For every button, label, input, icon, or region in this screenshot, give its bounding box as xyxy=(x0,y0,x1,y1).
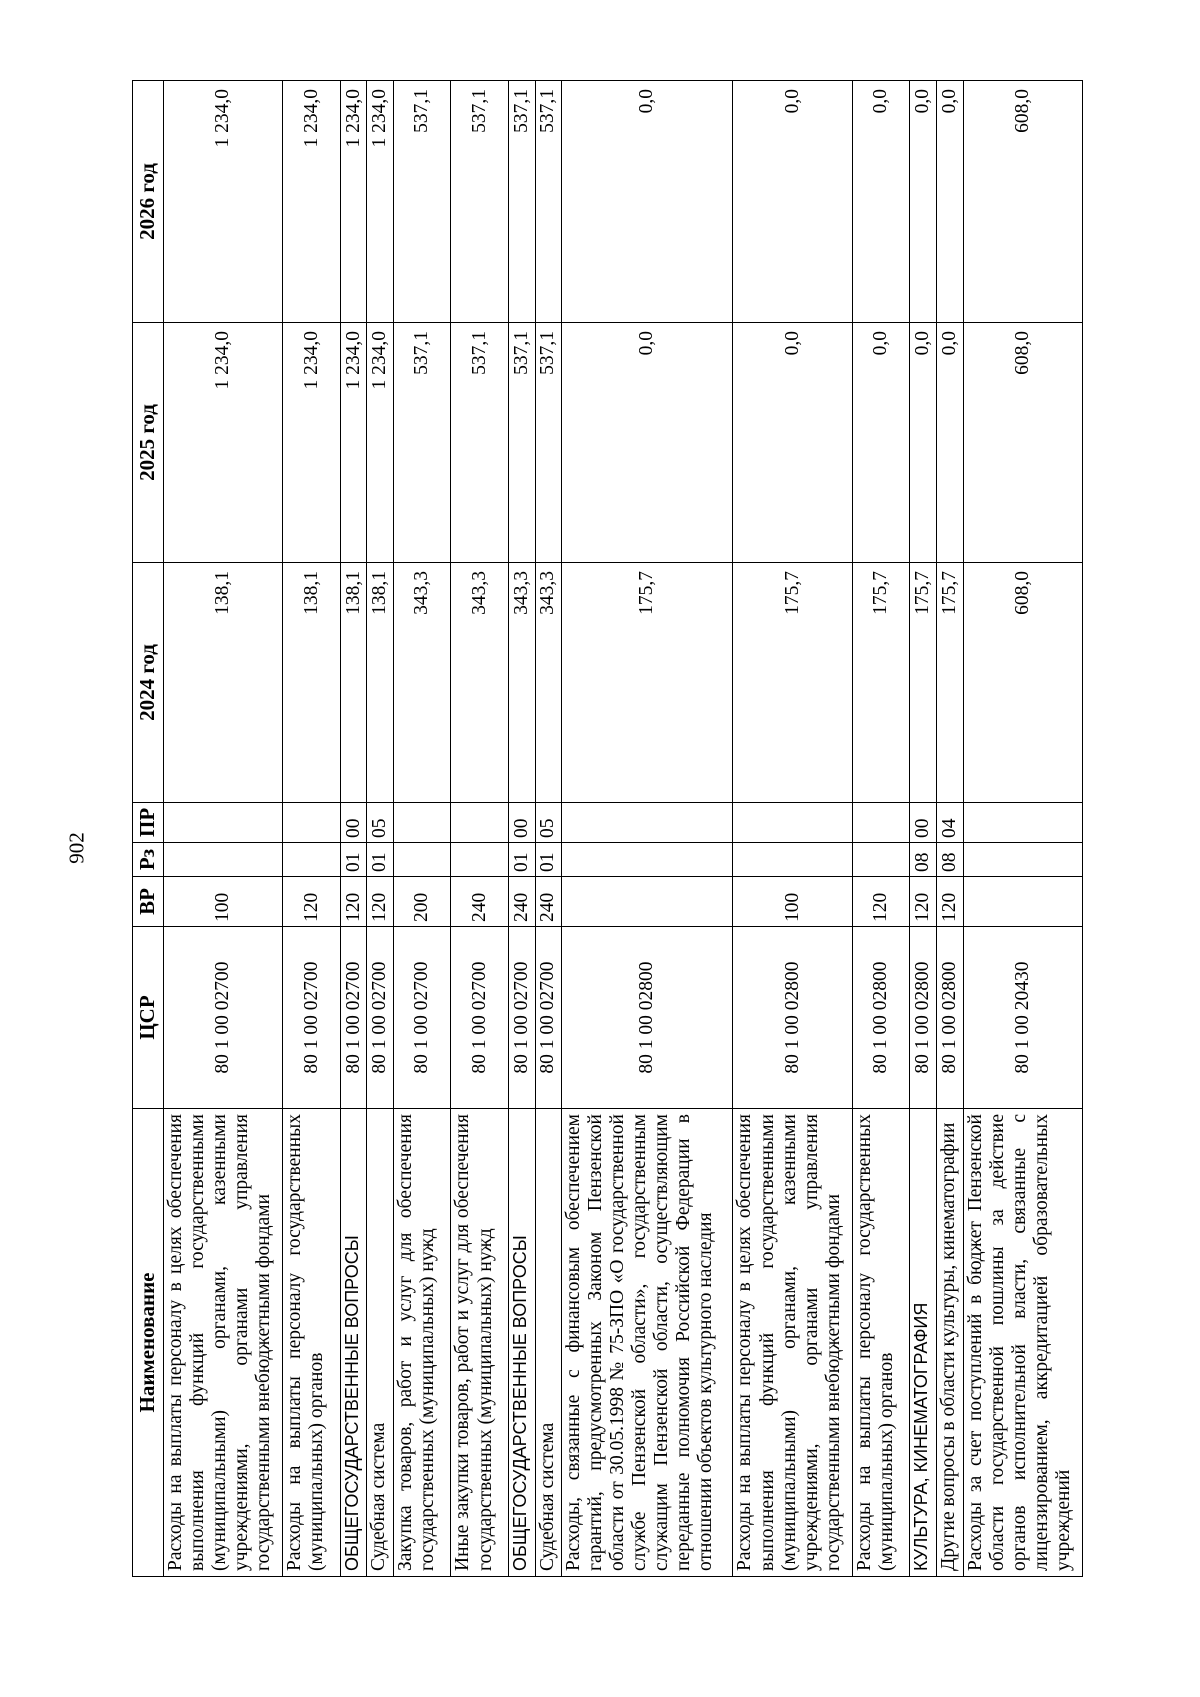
row-csr: 80 1 00 02700 xyxy=(394,927,451,1109)
row-2024: 608,0 xyxy=(963,563,1083,803)
table-row xyxy=(936,81,963,1577)
row-2024: 175,7 xyxy=(852,563,909,803)
row-vr: 200 xyxy=(394,877,451,927)
row-name: Расходы, связанные с финансовым обеспечением гарантий, предусмотренных Законом Пензенской области от 30.05.1998 № 75-ЗПО «О государственной службе Пензенской области», государственным служащим Пензенской области, осуществляющим переданные полномочия Российской Федерации в отношении объектов культурного наследия xyxy=(562,1109,733,1577)
row-2024: 138,1 xyxy=(164,563,283,803)
row-2026: 1 234,0 xyxy=(283,81,340,323)
row-rz xyxy=(852,843,909,877)
header-row xyxy=(133,81,164,1577)
row-2024: 343,3 xyxy=(535,563,562,803)
row-2024: 175,7 xyxy=(562,563,733,803)
row-pr xyxy=(733,803,852,843)
page-number: 902 xyxy=(64,832,89,864)
row-2025: 1 234,0 xyxy=(283,323,340,563)
row-2024: 138,1 xyxy=(340,563,367,803)
row-name: Расходы на выплаты персоналу государственных (муниципальных) органов xyxy=(852,1109,909,1577)
row-rz xyxy=(164,843,283,877)
row-2025: 537,1 xyxy=(535,323,562,563)
row-rz xyxy=(963,843,1083,877)
row-2025: 1 234,0 xyxy=(164,323,283,563)
row-pr: 00 xyxy=(910,803,937,843)
row-vr: 120 xyxy=(340,877,367,927)
table-row xyxy=(451,81,508,1577)
row-pr xyxy=(451,803,508,843)
row-rz: 08 xyxy=(936,843,963,877)
row-2026: 1 234,0 xyxy=(340,81,367,323)
row-vr xyxy=(562,877,733,927)
row-name: Расходы на выплаты персоналу в целях обеспечения выполнения функций государственными (муниципальными) органами, казенными учреждениями, органами управления государственными внебюджетными фондами xyxy=(164,1109,283,1577)
row-2025: 0,0 xyxy=(910,323,937,563)
rotated-table-container xyxy=(132,81,1083,1577)
row-2026: 608,0 xyxy=(963,81,1083,323)
row-name: Другие вопросы в области культуры, кинематографии xyxy=(936,1109,963,1577)
row-rz: 08 xyxy=(910,843,937,877)
row-2025: 537,1 xyxy=(394,323,451,563)
row-rz: 01 xyxy=(367,843,394,877)
row-name: ОБЩЕГОСУДАРСТВЕННЫЕ ВОПРОСЫ xyxy=(508,1109,535,1577)
header-rz: Рз xyxy=(133,843,164,877)
row-pr: 00 xyxy=(340,803,367,843)
row-csr: 80 1 00 02800 xyxy=(733,927,852,1109)
table-row xyxy=(164,81,283,1577)
row-rz xyxy=(733,843,852,877)
row-name: Судебная система xyxy=(367,1109,394,1577)
header-vr: ВР xyxy=(133,877,164,927)
row-2026: 537,1 xyxy=(508,81,535,323)
row-2025: 537,1 xyxy=(451,323,508,563)
row-2024: 138,1 xyxy=(367,563,394,803)
table-row xyxy=(733,81,852,1577)
row-2024: 343,3 xyxy=(394,563,451,803)
row-vr: 100 xyxy=(164,877,283,927)
row-2026: 0,0 xyxy=(910,81,937,323)
row-pr xyxy=(562,803,733,843)
header-csr: ЦСР xyxy=(133,927,164,1109)
row-2025: 0,0 xyxy=(936,323,963,563)
row-2026: 537,1 xyxy=(394,81,451,323)
row-2024: 138,1 xyxy=(283,563,340,803)
row-csr: 80 1 00 02800 xyxy=(852,927,909,1109)
row-pr: 00 xyxy=(508,803,535,843)
table-row xyxy=(283,81,340,1577)
row-vr: 240 xyxy=(451,877,508,927)
row-rz xyxy=(283,843,340,877)
row-2025: 0,0 xyxy=(852,323,909,563)
row-2025: 537,1 xyxy=(508,323,535,563)
row-2026: 1 234,0 xyxy=(367,81,394,323)
row-vr: 120 xyxy=(852,877,909,927)
table-row xyxy=(852,81,909,1577)
table-row xyxy=(508,81,535,1577)
row-csr: 80 1 00 02700 xyxy=(340,927,367,1109)
row-rz xyxy=(451,843,508,877)
row-pr: 05 xyxy=(535,803,562,843)
row-name: КУЛЬТУРА, КИНЕМАТОГРАФИЯ xyxy=(910,1109,937,1577)
row-pr xyxy=(164,803,283,843)
row-vr: 120 xyxy=(367,877,394,927)
header-2024: 2024 год xyxy=(133,563,164,803)
header-2025: 2025 год xyxy=(133,323,164,563)
table-row xyxy=(394,81,451,1577)
row-name: ОБЩЕГОСУДАРСТВЕННЫЕ ВОПРОСЫ xyxy=(340,1109,367,1577)
row-2024: 343,3 xyxy=(508,563,535,803)
row-rz xyxy=(562,843,733,877)
header-pr: ПР xyxy=(133,803,164,843)
table-row xyxy=(910,81,937,1577)
row-pr xyxy=(963,803,1083,843)
row-csr: 80 1 00 20430 xyxy=(963,927,1083,1109)
row-vr: 240 xyxy=(535,877,562,927)
table-row xyxy=(340,81,367,1577)
row-pr: 04 xyxy=(936,803,963,843)
row-2025: 1 234,0 xyxy=(367,323,394,563)
row-csr: 80 1 00 02700 xyxy=(535,927,562,1109)
row-csr: 80 1 00 02700 xyxy=(164,927,283,1109)
row-csr: 80 1 00 02800 xyxy=(910,927,937,1109)
row-csr: 80 1 00 02800 xyxy=(562,927,733,1109)
row-rz: 01 xyxy=(508,843,535,877)
row-rz: 01 xyxy=(535,843,562,877)
row-csr: 80 1 00 02700 xyxy=(451,927,508,1109)
row-2025: 0,0 xyxy=(562,323,733,563)
row-vr: 120 xyxy=(910,877,937,927)
row-csr: 80 1 00 02800 xyxy=(936,927,963,1109)
row-2024: 175,7 xyxy=(936,563,963,803)
row-vr: 100 xyxy=(733,877,852,927)
row-pr xyxy=(852,803,909,843)
row-vr: 120 xyxy=(283,877,340,927)
table-row xyxy=(963,81,1083,1577)
budget-table xyxy=(132,80,1083,1577)
table-row xyxy=(367,81,394,1577)
row-name: Иные закупки товаров, работ и услуг для обеспечения государственных (муниципальных) нужд xyxy=(451,1109,508,1577)
table-row xyxy=(535,81,562,1577)
row-name: Судебная система xyxy=(535,1109,562,1577)
row-csr: 80 1 00 02700 xyxy=(508,927,535,1109)
row-2025: 608,0 xyxy=(963,323,1083,563)
row-vr: 240 xyxy=(508,877,535,927)
row-name: Расходы на выплаты персоналу в целях обеспечения выполнения функций государственными (муниципальными) органами, казенными учреждениями, органами управления государственными внебюджетными фондами xyxy=(733,1109,852,1577)
row-name: Расходы на выплаты персоналу государственных (муниципальных) органов xyxy=(283,1109,340,1577)
row-rz: 01 xyxy=(340,843,367,877)
row-2025: 1 234,0 xyxy=(340,323,367,563)
row-2026: 0,0 xyxy=(733,81,852,323)
row-2024: 343,3 xyxy=(451,563,508,803)
row-2026: 1 234,0 xyxy=(164,81,283,323)
header-2026: 2026 год xyxy=(133,81,164,323)
row-csr: 80 1 00 02700 xyxy=(283,927,340,1109)
row-2024: 175,7 xyxy=(733,563,852,803)
row-pr xyxy=(283,803,340,843)
row-pr xyxy=(394,803,451,843)
row-name: Закупка товаров, работ и услуг для обеспечения государственных (муниципальных) нужд xyxy=(394,1109,451,1577)
row-rz xyxy=(394,843,451,877)
row-vr: 120 xyxy=(936,877,963,927)
row-2026: 537,1 xyxy=(535,81,562,323)
row-name: Расходы за счет поступлений в бюджет Пензенской области государственной пошлины за действие органов исполнительной власти, связанные с лицензированием, аккредитацией образовательных учреждений xyxy=(963,1109,1083,1577)
header-name: Наименование xyxy=(133,1109,164,1577)
row-2026: 0,0 xyxy=(936,81,963,323)
row-vr xyxy=(963,877,1083,927)
row-2025: 0,0 xyxy=(733,323,852,563)
row-2026: 0,0 xyxy=(852,81,909,323)
row-2026: 537,1 xyxy=(451,81,508,323)
row-csr: 80 1 00 02700 xyxy=(367,927,394,1109)
row-2024: 175,7 xyxy=(910,563,937,803)
table-row xyxy=(562,81,733,1577)
row-2026: 0,0 xyxy=(562,81,733,323)
row-pr: 05 xyxy=(367,803,394,843)
